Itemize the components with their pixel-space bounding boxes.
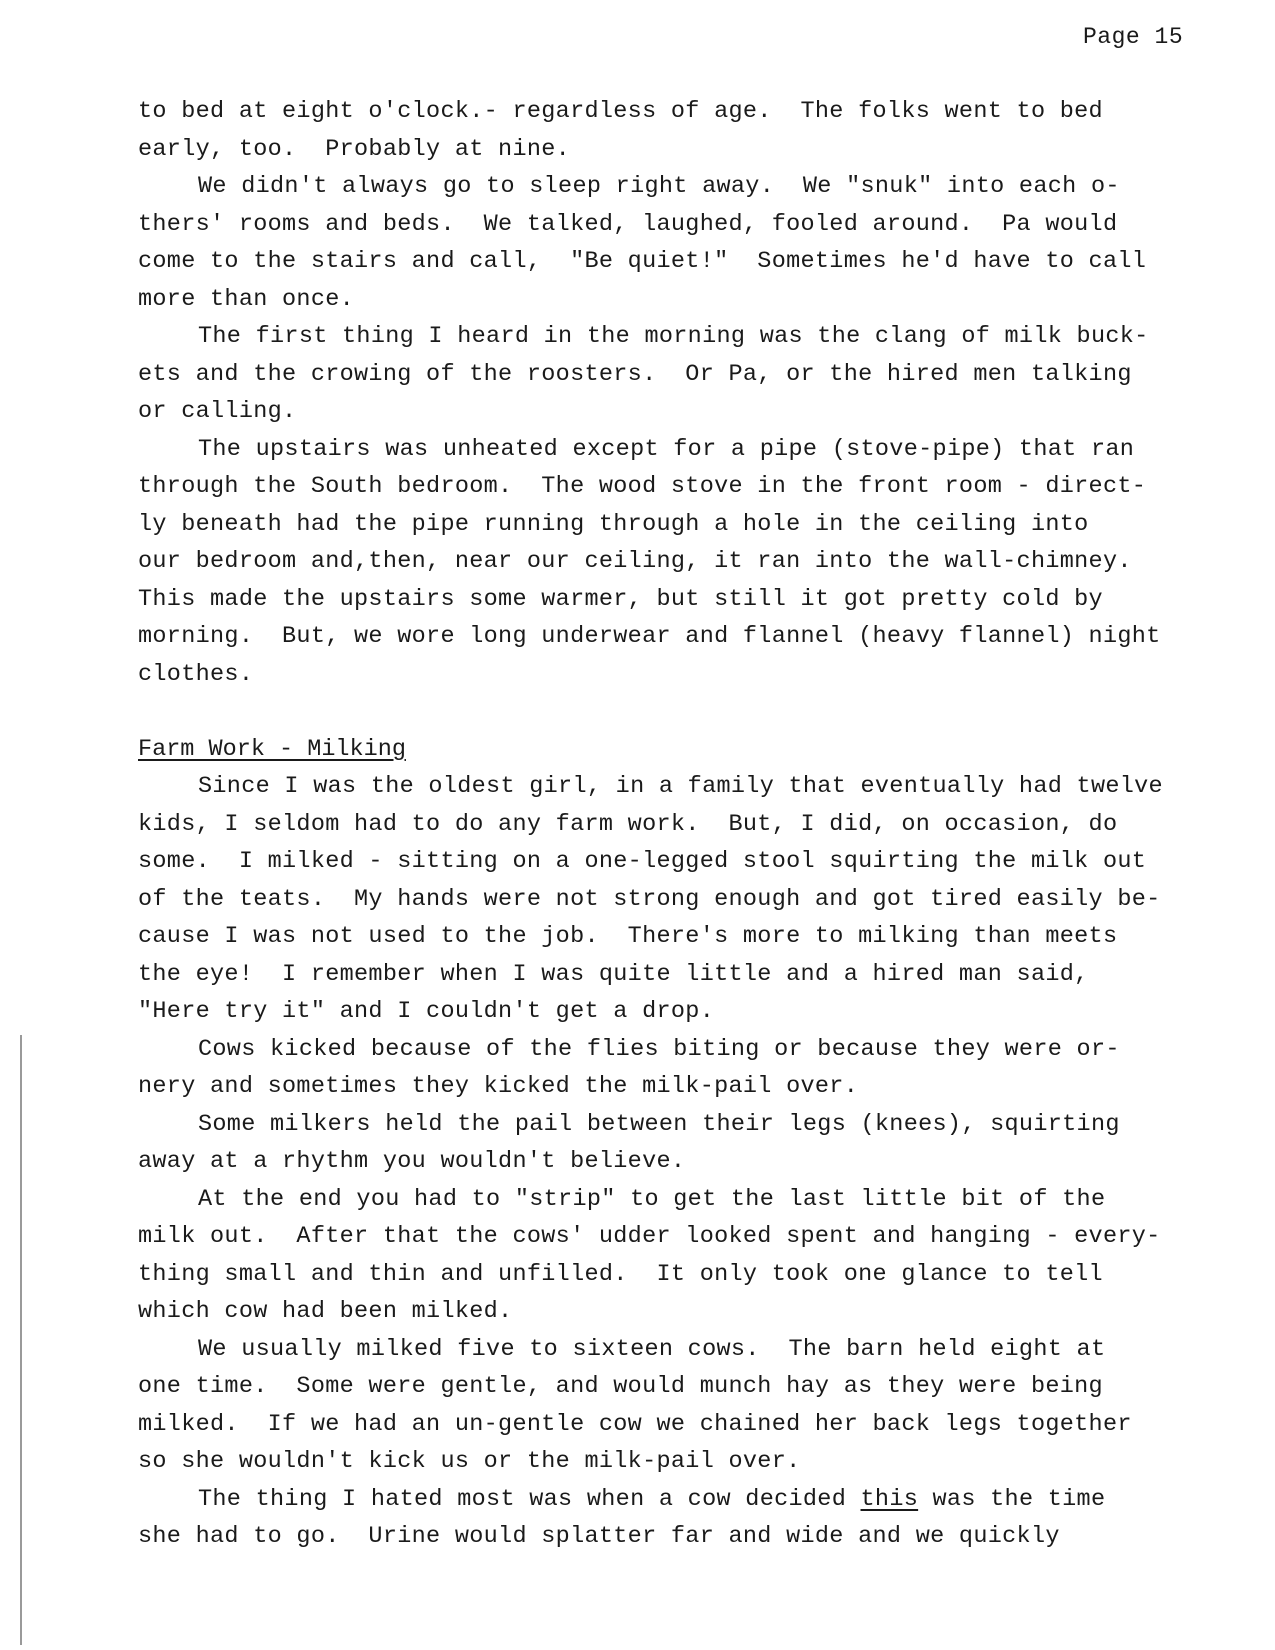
text-line: the eye! I remember when I was quite little and a hired man said, bbox=[138, 960, 1089, 988]
paragraph-cow-count bbox=[138, 1331, 1248, 1481]
scan-margin-line bbox=[20, 1035, 22, 1645]
text-line: early, too. Probably at nine. bbox=[138, 135, 571, 163]
text-line: away at a rhythm you wouldn't believe. bbox=[138, 1148, 686, 1175]
text-line: morning. But, we wore long underwear and flannel (heavy flannel) night bbox=[138, 623, 1161, 650]
paragraph-morning bbox=[138, 318, 1248, 431]
paragraph-kicking bbox=[138, 1031, 1248, 1106]
text-line: of the teats. My hands were not strong enough and got tired easily be- bbox=[138, 885, 1161, 913]
text-line: Some milkers held the pail between their legs (knees), squirting bbox=[198, 1110, 1120, 1138]
paragraph-stripping bbox=[138, 1181, 1248, 1331]
text-line: come to the stairs and call, "Be quiet!" Sometimes he'd have to call bbox=[138, 248, 1147, 275]
text-line bbox=[138, 1481, 1248, 1519]
text-line: ly beneath had the pipe running through a hole in the ceiling into bbox=[138, 510, 1089, 538]
paragraph-rhythm bbox=[138, 1106, 1248, 1181]
text-line: she had to go. Urine would splatter far and wide and we quickly bbox=[138, 1523, 1060, 1550]
text-line: thers' rooms and beds. We talked, laughed, fooled around. Pa would bbox=[138, 210, 1118, 238]
text-line: more than once. bbox=[138, 285, 355, 313]
text-line: one time. Some were gentle, and would munch hay as they were being bbox=[138, 1373, 1103, 1400]
text-line: through the South bedroom. The wood stove in the front room - direct- bbox=[138, 473, 1147, 500]
text-line: clothes. bbox=[138, 660, 254, 688]
text-line: thing small and thin and unfilled. It only took one glance to tell bbox=[138, 1260, 1103, 1288]
text-line: "Here try it" and I couldn't get a drop. bbox=[138, 998, 715, 1025]
text-line: to bed at eight o'clock.- regardless of age. The folks went to bed bbox=[138, 98, 1103, 125]
text-line: This made the upstairs some warmer, but still it got pretty cold by bbox=[138, 585, 1103, 613]
text-line: The upstairs was unheated except for a pipe (stove-pipe) that ran bbox=[198, 435, 1135, 463]
text-line: milk out. After that the cows' udder looked spent and hanging - every- bbox=[138, 1223, 1161, 1250]
text-line: We usually milked five to sixteen cows. The barn held eight at bbox=[198, 1335, 1106, 1363]
text-run: The thing I hated most was when a cow decided bbox=[198, 1485, 861, 1513]
page-body bbox=[138, 93, 1248, 1556]
text-line: or calling. bbox=[138, 398, 297, 425]
paragraph-bedtime bbox=[138, 93, 1248, 168]
text-line: The first thing I heard in the morning was the clang of milk buck- bbox=[198, 323, 1149, 350]
text-line: kids, I seldom had to do any farm work. But, I did, on occasion, do bbox=[138, 810, 1118, 838]
text-line: Since I was the oldest girl, in a family that eventually had twelve bbox=[198, 773, 1163, 800]
paragraph-milking bbox=[138, 768, 1248, 1031]
paragraph-upstairs bbox=[138, 431, 1248, 694]
text-line: our bedroom and,then, near our ceiling, it ran into the wall-chimney. bbox=[138, 548, 1132, 575]
text-line: so she wouldn't kick us or the milk-pail over. bbox=[138, 1448, 801, 1475]
section-spacer bbox=[138, 693, 1248, 731]
text-line: which cow had been milked. bbox=[138, 1298, 513, 1325]
text-line: We didn't always go to sleep right away. We "snuk" into each o- bbox=[198, 173, 1120, 200]
text-line: milked. If we had an un-gentle cow we chained her back legs together bbox=[138, 1410, 1132, 1438]
section-heading: Farm Work - Milking bbox=[138, 735, 406, 763]
text-line: nery and sometimes they kicked the milk-pail over. bbox=[138, 1073, 859, 1100]
emphasized-word: this bbox=[860, 1485, 919, 1513]
text-line: ets and the crowing of the roosters. Or Pa, or the hired men talking bbox=[138, 360, 1132, 388]
text-line: some. I milked - sitting on a one-legged stool squirting the milk out bbox=[138, 848, 1147, 875]
page-number: Page 15 bbox=[1083, 24, 1184, 50]
paragraph-sneaking bbox=[138, 168, 1248, 318]
text-line: At the end you had to "strip" to get the last little bit of the bbox=[198, 1185, 1106, 1213]
text-line: cause I was not used to the job. There's more to milking than meets bbox=[138, 923, 1118, 950]
paragraph-hated-most bbox=[138, 1481, 1248, 1556]
text-line: Cows kicked because of the flies biting or because they were or- bbox=[198, 1035, 1120, 1063]
text-run: was the time bbox=[918, 1485, 1106, 1513]
